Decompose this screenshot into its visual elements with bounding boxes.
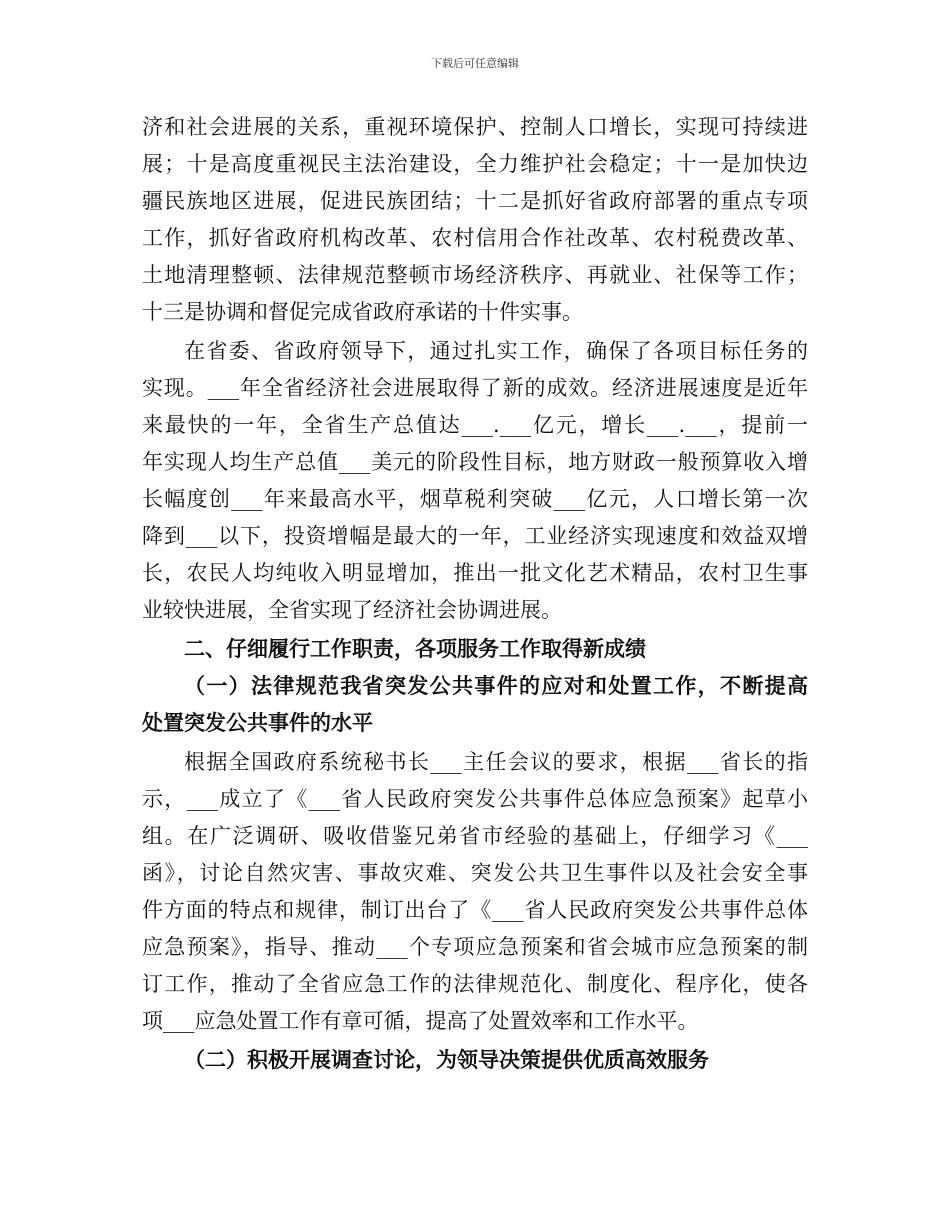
text-line: 长，农民人均纯收入明显增加，推出一批文化艺术精品，农村卫生事	[142, 561, 808, 585]
text-line: 十三是协调和督促完成省政府承诺的十件实事。	[142, 300, 583, 324]
text-line: 函》，讨论自然灾害、事故灾难、突发公共卫生事件以及社会安全事	[142, 861, 808, 885]
text-line: 示，___成立了《___省人民政府突发公共事件总体应急预案》起草小	[142, 787, 808, 811]
text-line: 工作，抓好省政府机构改革、农村信用合作社改革、农村税费改革、	[142, 226, 808, 250]
subsection-heading: （二）积极开展调查讨论，为领导决策提供优质高效服务	[184, 1047, 709, 1072]
subsection-heading: （一）法律规范我省突发公共事件的应对和处置工作，不断提高	[184, 673, 808, 698]
text-line: 项___应急处置工作有章可循，提高了处置效率和工作水平。	[142, 1009, 699, 1033]
text-line: 济和社会进展的关系，重视环境保护、控制人口增长，实现可持续进	[142, 115, 808, 139]
text-line: 实现。___年全省经济社会进展取得了新的成效。经济进展速度是近年	[142, 376, 808, 400]
text-line: 组。在广泛调研、吸收借鉴兄弟省市经验的基础上，仔细学习《___	[142, 824, 808, 848]
text-line: 件方面的特点和规律，制订出台了《___省人民政府突发公共事件总体	[142, 898, 808, 922]
paragraph-first-line: 在省委、省政府领导下，通过扎实工作，确保了各项目标任务的	[184, 339, 808, 363]
section-heading: 二、仔细履行工作职责，各项服务工作取得新成绩	[184, 636, 646, 661]
text-line: 应急预案》，指导、推动___个专项应急预案和省会城市应急预案的制	[142, 935, 808, 959]
text-line: 疆民族地区进展，促进民族团结；十二是抓好省政府部署的重点专项	[142, 189, 808, 213]
paragraph-first-line: 根据全国政府系统秘书长___主任会议的要求，根据___省长的指	[184, 750, 808, 774]
page-header: 下载后可任意编辑	[431, 57, 519, 70]
text-line: 降到___以下，投资增幅是最大的一年，工业经济实现速度和效益双增	[142, 524, 808, 548]
text-line: 长幅度创___年来最高水平，烟草税利突破___亿元，人口增长第一次	[142, 487, 808, 511]
text-line: 订工作，推动了全省应急工作的法律规范化、制度化、程序化，使各	[142, 972, 808, 996]
subsection-heading-cont: 处置突发公共事件的水平	[142, 710, 373, 735]
text-line: 来最快的一年，全省生产总值达___.___亿元，增长___.___，提前一	[142, 413, 808, 437]
text-line: 业较快进展，全省实现了经济社会协调进展。	[142, 598, 562, 622]
text-line: 展；十是高度重视民主法治建设，全力维护社会稳定；十一是加快边	[142, 152, 808, 176]
text-line: 年实现人均生产总值___美元的阶段性目标，地方财政一般预算收入增	[142, 450, 808, 474]
text-line: 土地清理整顿、法律规范整顿市场经济秩序、再就业、社保等工作；	[142, 263, 808, 287]
